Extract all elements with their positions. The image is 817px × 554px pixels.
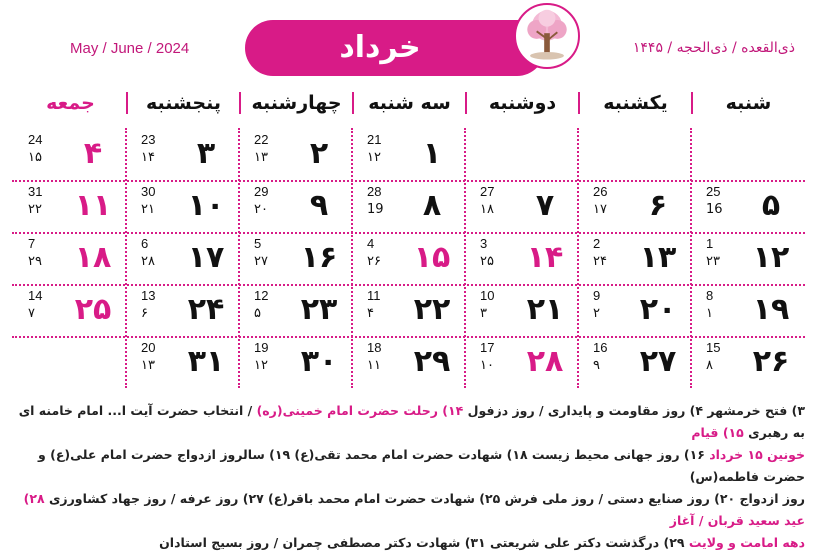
gregorian-day-number: 22 <box>254 132 269 147</box>
holiday-event-text: ۲۸) عید سعید قربان / آغاز <box>23 491 805 528</box>
shamsi-day-number: ۲۸ <box>526 344 564 379</box>
shamsi-day-number: ۲۱ <box>526 292 564 327</box>
gregorian-day-number: 6 <box>141 236 149 251</box>
holiday-event-text: خونین ۱۵ خرداد <box>709 447 805 462</box>
weekday-label: یکشنبه <box>603 92 668 114</box>
day-cell[interactable] <box>240 284 353 336</box>
shamsi-day-number: ۲ <box>309 136 329 171</box>
day-cell[interactable] <box>692 336 805 388</box>
shamsi-day-number: ۳۰ <box>300 344 338 379</box>
shamsi-day-number: ۱۴ <box>526 240 564 275</box>
day-cell[interactable] <box>240 180 353 232</box>
day-cell[interactable] <box>14 128 127 180</box>
weekday-label: پنجشنبه <box>146 92 221 114</box>
day-cell[interactable] <box>127 180 240 232</box>
day-cell[interactable] <box>240 128 353 180</box>
hijri-day-number: ۲۵ <box>480 254 494 269</box>
calendar-header <box>0 0 817 85</box>
gregorian-day-number: 19 <box>254 340 269 355</box>
gregorian-day-number: 10 <box>480 288 495 303</box>
weekday-label: شنبه <box>725 92 772 114</box>
gregorian-day-number: 28 <box>367 184 382 199</box>
hijri-day-number: ۱ <box>706 306 713 321</box>
shamsi-day-number: ۱۰ <box>187 188 225 223</box>
holiday-event-text: دهه امامت و ولایت <box>688 535 805 550</box>
shamsi-day-number: ۱۹ <box>752 292 790 327</box>
gregorian-day-number: 16 <box>593 340 608 355</box>
hijri-day-number: ۱۰ <box>480 358 494 373</box>
day-cell[interactable] <box>353 232 466 284</box>
hijri-day-number: ۲۸ <box>141 254 155 269</box>
hijri-day-number: ۲۴ <box>593 254 607 269</box>
day-cell[interactable] <box>466 180 579 232</box>
day-cell[interactable] <box>127 128 240 180</box>
day-cell[interactable] <box>127 284 240 336</box>
day-cell[interactable] <box>692 232 805 284</box>
gregorian-day-number: 14 <box>28 288 43 303</box>
hijri-day-number: ۱۸ <box>480 202 494 217</box>
event-text: ۲۹) درگذشت دکتر علی شریعتی ۳۱) شهادت دکتر مصطفی چمران / روز بسیج استادان <box>159 535 689 550</box>
hijri-day-number: ۲۰ <box>254 202 268 217</box>
shamsi-day-number: ۱۲ <box>752 240 790 275</box>
shamsi-day-number: ۳ <box>196 136 216 171</box>
day-cell[interactable] <box>240 232 353 284</box>
day-cell[interactable] <box>692 180 805 232</box>
shamsi-day-number: ۲۷ <box>639 344 677 379</box>
shamsi-day-number: ۲۹ <box>413 344 451 379</box>
event-text: / انتخاب حضرت آیت ا... امام خامنه ای به رهبری <box>18 403 805 440</box>
gregorian-day-number: 1 <box>706 236 714 251</box>
day-cell[interactable] <box>692 284 805 336</box>
events-list <box>12 400 805 550</box>
shamsi-day-number: ۱۶ <box>300 240 338 275</box>
weekday-header-row <box>12 88 805 118</box>
hijri-months-label: ذی‌القعده / ذی‌الحجه / ۱۴۴۵ <box>632 40 795 56</box>
hijri-day-number: 16 <box>706 202 723 217</box>
shamsi-day-number: ۸ <box>422 188 442 223</box>
day-cell[interactable] <box>579 232 692 284</box>
day-cell[interactable] <box>127 336 240 388</box>
shamsi-day-number: ۶ <box>648 188 668 223</box>
hijri-day-number: ۱۴ <box>141 150 155 165</box>
month-title: خرداد <box>339 30 421 65</box>
hijri-day-number: ۱۱ <box>367 358 381 373</box>
gregorian-day-number: 4 <box>367 236 375 251</box>
gregorian-day-number: 29 <box>254 184 269 199</box>
hijri-day-number: ۱۳ <box>254 150 268 165</box>
shamsi-day-number: ۴ <box>83 136 103 171</box>
gregorian-day-number: 12 <box>254 288 269 303</box>
hijri-day-number: ۱۲ <box>254 358 268 373</box>
gregorian-day-number: 17 <box>480 340 495 355</box>
event-line <box>12 444 805 488</box>
hijri-day-number: ۲۳ <box>706 254 720 269</box>
shamsi-day-number: ۱ <box>422 136 442 171</box>
gregorian-day-number: 31 <box>28 184 43 199</box>
gregorian-day-number: 27 <box>480 184 495 199</box>
hijri-day-number: ۲۶ <box>367 254 381 269</box>
hijri-day-number: ۲۱ <box>141 202 155 217</box>
gregorian-day-number: 24 <box>28 132 43 147</box>
blossom-tree-icon <box>514 3 580 69</box>
day-cell[interactable] <box>466 284 579 336</box>
hijri-day-number: ۲۹ <box>28 254 42 269</box>
shamsi-day-number: ۱۵ <box>413 240 451 275</box>
hijri-day-number: ۲ <box>593 306 600 321</box>
gregorian-day-number: 15 <box>706 340 721 355</box>
hijri-day-number: ۵ <box>254 306 261 321</box>
gregorian-day-number: 7 <box>28 236 36 251</box>
shamsi-day-number: ۲۶ <box>752 344 790 379</box>
day-cell[interactable] <box>579 284 692 336</box>
gregorian-day-number: 30 <box>141 184 156 199</box>
shamsi-day-number: ۹ <box>309 188 329 223</box>
hijri-day-number: ۱۷ <box>593 202 607 217</box>
shamsi-day-number: ۳۱ <box>187 344 225 379</box>
gregorian-day-number: 25 <box>706 184 721 199</box>
gregorian-day-number: 2 <box>593 236 601 251</box>
hijri-day-number: ۸ <box>706 358 713 373</box>
hijri-day-number: ۱۲ <box>367 150 381 165</box>
shamsi-day-number: ۲۲ <box>413 292 451 327</box>
gregorian-day-number: 18 <box>367 340 382 355</box>
hijri-day-number: 19 <box>367 202 384 217</box>
shamsi-day-number: ۱۸ <box>74 240 112 275</box>
day-cell[interactable] <box>579 180 692 232</box>
gregorian-day-number: 3 <box>480 236 488 251</box>
weekday-label: چهارشنبه <box>251 92 342 114</box>
weekday-label: سه شنبه <box>368 92 451 114</box>
event-text: ۱۶) روز جهانی محیط زیست ۱۸) شهادت حضرت امام محمد تقی(ع) ۱۹) سالروز ازدواج حضرت امام علی(ع) و حضرت فاطمه(س) <box>38 447 805 484</box>
holiday-event-text: ۱۵) قیام <box>691 425 744 440</box>
day-cell[interactable] <box>466 232 579 284</box>
day-cell[interactable] <box>14 232 127 284</box>
shamsi-day-number: ۲۴ <box>187 292 225 327</box>
shamsi-day-number: ۲۳ <box>300 292 338 327</box>
day-cell[interactable] <box>579 336 692 388</box>
event-line <box>12 532 805 554</box>
shamsi-day-number: ۱۷ <box>187 240 225 275</box>
weekday-label: دوشنبه <box>488 92 557 114</box>
day-cell[interactable] <box>14 284 127 336</box>
holiday-event-text: ۱۴) رحلت حضرت امام خمینی(ره) <box>256 403 464 418</box>
day-cell[interactable] <box>466 336 579 388</box>
empty-day-cell <box>579 128 692 180</box>
gregorian-months-label: May / June / 2024 <box>70 40 190 57</box>
day-cell[interactable] <box>14 180 127 232</box>
gregorian-day-number: 5 <box>254 236 262 251</box>
day-cell[interactable] <box>127 232 240 284</box>
hijri-day-number: ۶ <box>141 306 148 321</box>
event-line <box>12 488 805 532</box>
gregorian-day-number: 23 <box>141 132 156 147</box>
shamsi-day-number: ۱۱ <box>74 188 112 223</box>
empty-day-cell <box>14 336 127 388</box>
empty-day-cell <box>692 128 805 180</box>
gregorian-day-number: 20 <box>141 340 156 355</box>
hijri-day-number: ۲۲ <box>28 202 42 217</box>
shamsi-day-number: ۲۵ <box>74 292 112 327</box>
hijri-day-number: ۹ <box>593 358 600 373</box>
shamsi-day-number: ۵ <box>761 188 781 223</box>
calendar-grid <box>12 128 805 390</box>
gregorian-day-number: 8 <box>706 288 714 303</box>
event-text: روز ازدواج ۲۰) روز صنایع دستی / روز ملی فرش ۲۵) شهادت حضرت امام محمد باقر(ع) ۲۷) روز عرفه / روز جهاد کشاورزی <box>44 491 805 506</box>
shamsi-day-number: ۷ <box>535 188 555 223</box>
hijri-day-number: ۱۵ <box>28 150 42 165</box>
shamsi-day-number: ۱۳ <box>639 240 677 275</box>
hijri-day-number: ۲۷ <box>254 254 268 269</box>
weekday-label: جمعه <box>46 92 95 114</box>
gregorian-day-number: 21 <box>367 132 382 147</box>
day-cell[interactable] <box>353 284 466 336</box>
day-cell[interactable] <box>353 128 466 180</box>
gregorian-day-number: 11 <box>367 288 381 303</box>
day-cell[interactable] <box>353 180 466 232</box>
hijri-day-number: ۳ <box>480 306 487 321</box>
day-cell[interactable] <box>240 336 353 388</box>
event-line <box>12 400 805 444</box>
gregorian-day-number: 9 <box>593 288 601 303</box>
hijri-day-number: ۷ <box>28 306 35 321</box>
gregorian-day-number: 13 <box>141 288 156 303</box>
empty-day-cell <box>466 128 579 180</box>
gregorian-day-number: 26 <box>593 184 608 199</box>
day-cell[interactable] <box>353 336 466 388</box>
event-text: ۳) فتح خرمشهر ۴) روز مقاومت و پایداری / روز دزفول <box>463 403 805 418</box>
hijri-day-number: ۱۳ <box>141 358 155 373</box>
hijri-day-number: ۴ <box>367 306 374 321</box>
shamsi-day-number: ۲۰ <box>639 292 677 327</box>
